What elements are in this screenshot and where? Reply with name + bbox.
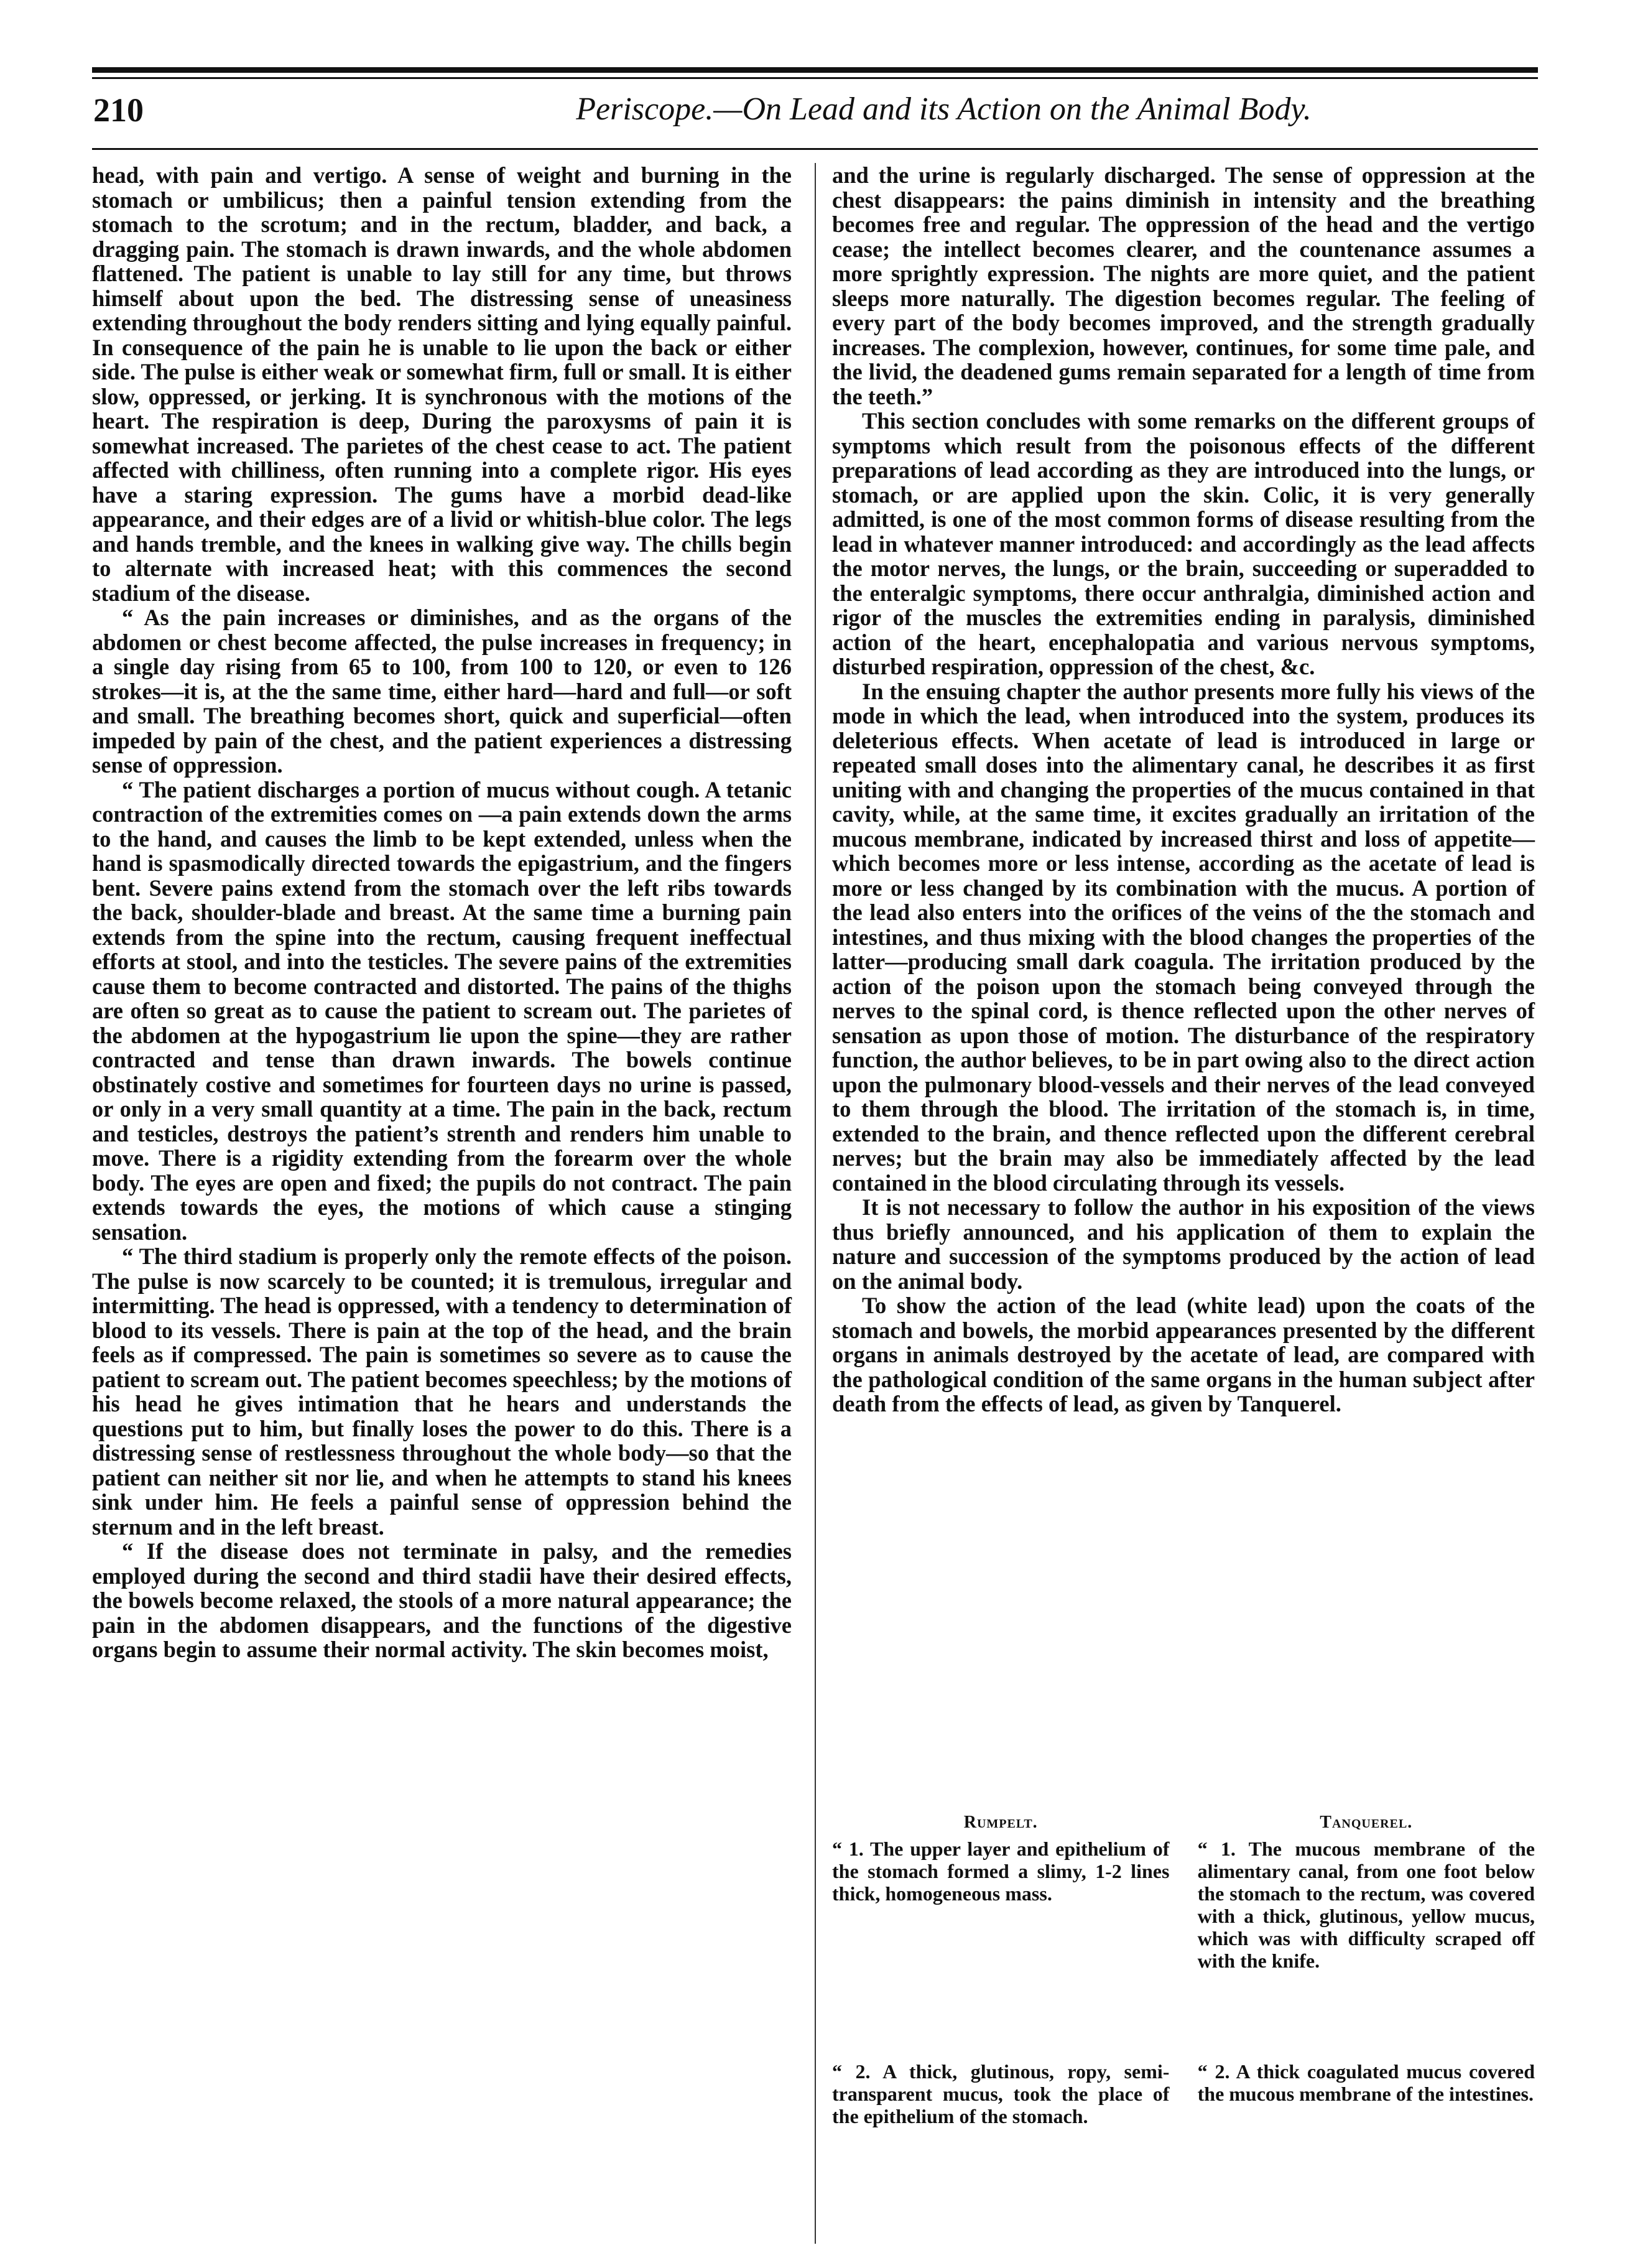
column-divider — [815, 163, 816, 2244]
right-paragraph-4: It is not necessary to follow the author in his exposition of the views thus briefly announced, and his application of them to explain the nature and succession of the symptoms produced by the action of lead on the animal body. — [832, 1194, 1535, 1294]
left-paragraph-2: “ As the pain increases or diminishes, and as the organs of the abdomen or chest become affected, the pulse increases in frequency; in a single day rising from 65 to 100, from 100 to 120, or even to 126 strokes—it is, at the the same time, either hard—hard and full—or soft and small. The breathing becomes short, quick and superficial—often impeded by pain of the chest, and the patient experiences a distressing sense of oppression. — [92, 605, 792, 778]
comparison-table — [832, 1811, 1535, 2127]
page-number: 210 — [93, 91, 144, 129]
comparison-header-row — [832, 1811, 1535, 1834]
running-title: Periscope.—On Lead and its Action on the Animal Body. — [576, 91, 1312, 127]
right-paragraph-3: In the ensuing chapter the author presents more fully his views of the mode in which the lead, when introduced into the system, produces its deleterious effects. When acetate of lead is introduced in large or repeated small doses into the alimentary canal, he describes it as first uniting with and changing the properties of the mucus contained in that cavity, while, at the same time, it excites gradually an irritation of the mucous membrane, indicated by increased thirst and loss of appetite—which becomes more or less intense, according as the acetate of lead is more or less changed by its combination with the mucus. A portion of the lead also enters into the orifices of the veins of the the stomach and intestines, and thus mixing with the blood changes the properties of the latter—producing small dark coagula. The irritation produced by the action of the poison upon the stomach being conveyed through the nerves to the spinal cord, is thence reflected upon the other nerves of sensation as upon those of motion. The disturbance of the respiratory function, the author believes, to be in part owing also to the direct action upon the pulmonary blood-vessels and their nerves of the lead conveyed to them through the blood. The irritation of the stomach is, in time, extended to the brain, and thence reflected upon the different cerebral nerves; but the brain may also be immediately affected by the lead contained in the blood circulating through its vessels. — [832, 678, 1535, 1196]
right-paragraph-2: This section concludes with some remarks on the different groups of symptoms which result from the poisonous effects of the different preparations of lead according as they are introduced into the lungs, or stomach, or are applied upon the skin. Colic, it is very generally admitted, is one of the most common forms of disease resulting from the lead in whatever manner introduced: and accordingly as the lead affects the motor nerves, the lungs, or the brain, succeeding or superadded to the enteralgic symptoms, there occur anthralgia, diminished action and rigor of the muscles the extremities ending in paralysis, diminished action of the heart, encephalopatia and various nervous symptoms, disturbed respiration, oppression of the chest, &c. — [832, 408, 1535, 679]
comparison-row — [832, 1838, 1535, 2055]
comparison-cell-rumpelt-1: “ 1. The upper layer and epithelium of the stomach formed a slimy, 1-2 lines thick, homogeneous mass. — [832, 1838, 1170, 1905]
comparison-cell-rumpelt-2: “ 2. A thick, glutinous, ropy, semi-transparent mucus, took the place of the epithelium of the stomach. — [832, 2060, 1170, 2127]
right-paragraph-5: To show the action of the lead (white lead) upon the coats of the stomach and bowels, the morbid appearances presented by the different organs in animals destroyed by the acetate of lead, are compared with the pathological condition of the same organs in the human subject after death from the effects of lead, as given by Tanquerel. — [832, 1293, 1535, 1416]
left-paragraph-1: head, with pain and vertigo. A sense of weight and burning in the stomach or umbilicus; then a painful tension extending from the stomach to the scrotum; and in the rectum, bladder, and back, a dragging pain. The stomach is drawn inwards, and the whole abdomen flattened. The patient is unable to lay still for any time, but throws himself about upon the bed. The distressing sense of uneasiness extending throughout the body renders sitting and lying equally painful. In consequence of the pain he is unable to lie upon the back or either side. The pulse is either weak or somewhat firm, full or small. It is either slow, oppressed, or jerking. It is synchronous with the motions of the heart. The respiration is deep, During the paroxysms of pain it is somewhat increased. The parietes of the chest cease to act. The patient affected with chilliness, often running into a complete rigor. His eyes have a staring expression. The gums have a morbid dead-like appearance, and their edges are of a livid or whitish-blue color. The legs and hands tremble, and the knees in walking give way. The chills begin to alternate with increased heat; with this commences the second stadium of the disease. — [92, 162, 792, 606]
right-column — [832, 163, 1535, 1416]
left-paragraph-5: “ If the disease does not terminate in palsy, and the remedies employed during the second and third stadii have their desired effects, the bowels become relaxed, the stools of a more natural appearance; the pain in the abdomen disappears, and the functions of the digestive organs begin to assume their normal activity. The skin becomes moist, — [92, 1538, 792, 1662]
comparison-header-tanquerel: Tanquerel. — [1320, 1813, 1413, 1832]
left-paragraph-3: “ The patient discharges a portion of mucus without cough. A tetanic contraction of the extremities comes on —a pain extends down the arms to the hand, and causes the limb to be kept extended, unless when the hand is spasmodically directed towards the epigastrium, and the fingers bent. Severe pains extend from the stomach over the left ribs towards the back, shoulder-blade and breast. At the same time a burning pain extends from the spine into the rectum, causing frequent ineffectual efforts at stool, and into the testicles. The severe pains of the extremities cause them to become contracted and distorted. The pains of the thighs are often so great as to cause the patient to scream out. The parietes of the abdomen at the hypogastrium lie upon the spine—they are rather contracted and tense than drawn inwards. The bowels continue obstinately costive and sometimes for fourteen days no urine is passed, or only in a very small quantity at a time. The pain in the back, rectum and testicles, destroys the patient’s strenth and renders him unable to move. There is a rigidity extending from the forearm over the whole body. The eyes are open and fixed; the pupils do not contract. The pain extends towards the eyes, the motions of which cause a stinging sensation. — [92, 776, 792, 1245]
comparison-row — [832, 2060, 1535, 2127]
right-paragraph-1: and the urine is regularly discharged. The sense of oppression at the chest disappears: the pains diminish in intensity and the breathing becomes free and regular. The oppression of the head and the vertigo cease; the intellect becomes clearer, and the countenance assumes a more sprightly expression. The nights are more quiet, and the patient sleeps more naturally. The digestion becomes regular. The feeling of every part of the body becomes improved, and the strength gradually increases. The complexion, however, continues, for some time pale, and the livid, the deadened gums remain separated for a length of time from the teeth.” — [832, 162, 1535, 409]
left-paragraph-4: “ The third stadium is properly only the remote effects of the poison. The pulse is now scarcely to be counted; it is tremulous, irregular and intermitting. The head is oppressed, with a tendency to determination of blood to its vessels. There is pain at the top of the head, and the brain feels as if compressed. The pain is sometimes so severe as to cause the patient to scream out. The patient becomes speechless; by the motions of his head he gives intimation that he hears and understands the questions put to him, but finally loses the power to do this. There is a distressing sense of restlessness throughout the whole body—so that the patient can neither sit nor lie, and when he attempts to stand his knees sink under him. He feels a painful sense of oppression behind the sternum and in the left breast. — [92, 1243, 792, 1540]
comparison-cell-tanquerel-1: “ 1. The mucous membrane of the alimentary canal, from one foot below the stomach to the rectum, was covered with a thick, glutinous, yellow mucus, which was with difficulty scraped off with the knife. — [1197, 1838, 1535, 1972]
left-column — [92, 163, 792, 1662]
comparison-header-rumpelt: Rumpelt. — [963, 1813, 1038, 1832]
header-bottom-rule — [92, 148, 1538, 150]
comparison-cell-tanquerel-2: “ 2. A thick coagulated mucus covered the mucous membrane of the intestines. — [1197, 2060, 1535, 2105]
header-thin-rule — [92, 77, 1538, 79]
header-thick-rule — [92, 67, 1538, 73]
